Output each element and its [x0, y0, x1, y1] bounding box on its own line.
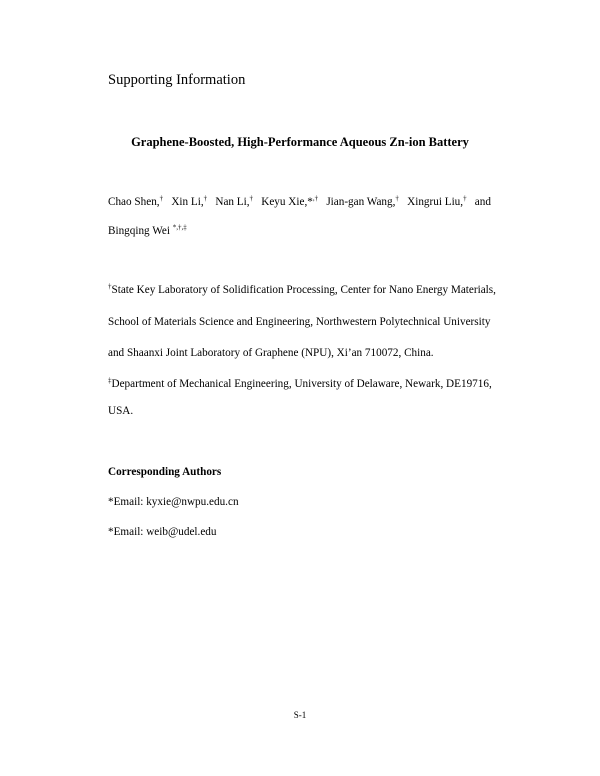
email-line: *Email: kyxie@nwpu.edu.cn: [108, 496, 239, 508]
author-last: Bingqing Wei *,†,‡: [108, 223, 187, 237]
affiliation-line: School of Materials Science and Engineering, Northwestern Polytechnical University: [108, 316, 491, 328]
page-number: S-1: [293, 710, 307, 720]
author: Xingrui Liu,†: [407, 194, 467, 208]
affiliation-line: USA.: [108, 405, 134, 417]
affiliation-line: and Shaanxi Joint Laboratory of Graphene (NPU), Xi’an 710072, China.: [108, 347, 434, 359]
author-conjunction: and: [474, 196, 491, 208]
author: Keyu Xie,*,†: [261, 194, 319, 208]
author: Jian-gan Wang,†: [326, 194, 399, 208]
author-list: [108, 196, 491, 208]
affiliation-line: †State Key Laboratory of Solidification Processing, Center for Nano Energy Materials,: [108, 282, 496, 296]
corresponding-authors-heading: Corresponding Authors: [108, 466, 222, 478]
author: Nan Li,†: [215, 194, 254, 208]
paper-title: Graphene-Boosted, High-Performance Aqueous Zn-ion Battery: [131, 135, 469, 149]
affiliation-line: ‡Department of Mechanical Engineering, University of Delaware, Newark, DE19716,: [108, 376, 492, 390]
section-heading: Supporting Information: [108, 72, 246, 88]
author: Chao Shen,†: [108, 194, 164, 208]
email-line: *Email: weib@udel.edu: [108, 526, 217, 538]
author: Xin Li,†: [171, 194, 208, 208]
